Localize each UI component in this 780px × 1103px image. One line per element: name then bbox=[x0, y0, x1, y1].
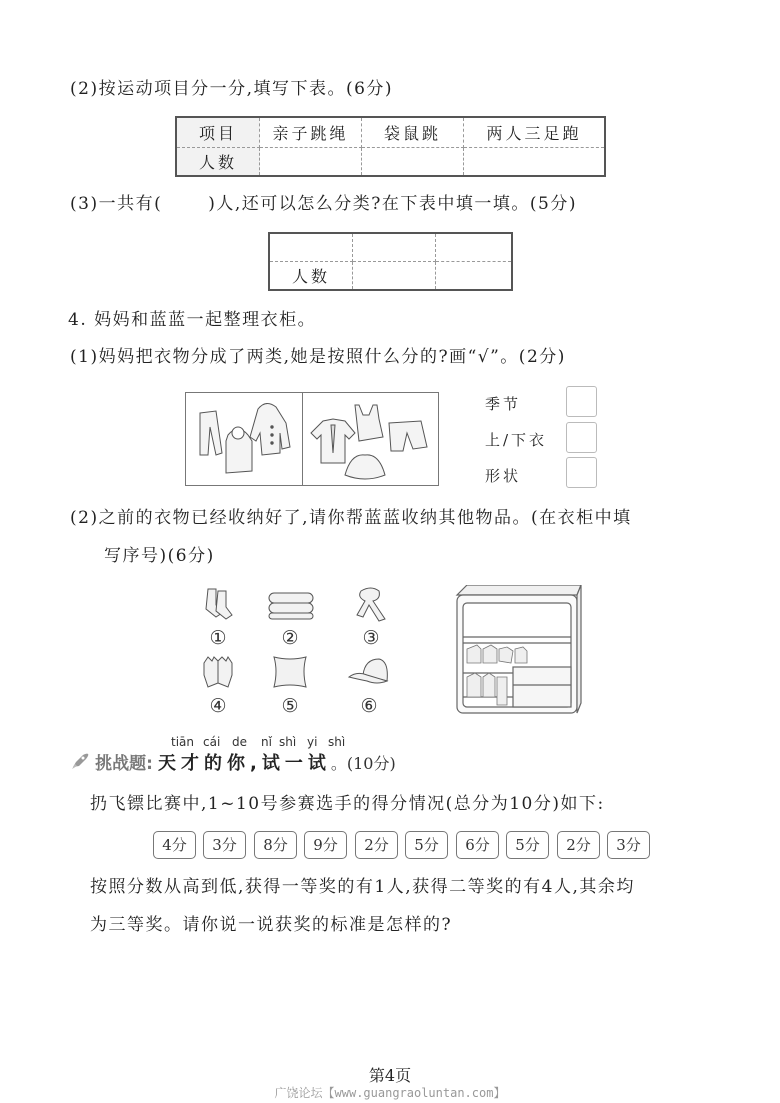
cap-icon bbox=[347, 653, 391, 691]
option-checkbox-shape[interactable] bbox=[566, 457, 597, 488]
sports-table-answer-cell[interactable] bbox=[260, 147, 362, 176]
pinyin-5: yi bbox=[307, 735, 318, 749]
score-badge: 5分 bbox=[405, 831, 448, 859]
sports-table-header-cell: 亲子跳绳 bbox=[260, 117, 362, 147]
wardrobe-icon bbox=[453, 585, 583, 715]
custom-table-header-cell[interactable] bbox=[436, 233, 513, 261]
q4-part2-prompt-line1: (2)之前的衣物已经收纳好了,请你帮蓝蓝收纳其他物品。(在衣柜中填 bbox=[70, 508, 632, 528]
score-badge: 9分 bbox=[304, 831, 347, 859]
option-label-season: 季节 bbox=[485, 395, 522, 413]
option-checkbox-top-bottom[interactable] bbox=[566, 422, 597, 453]
scarf-icon bbox=[351, 585, 391, 623]
challenge-label: 挑战题: bbox=[95, 754, 153, 774]
item-socks bbox=[193, 585, 243, 649]
answer-area[interactable] bbox=[70, 950, 720, 1040]
item-number: ③ bbox=[362, 627, 380, 649]
pinyin-4: shì bbox=[279, 735, 297, 749]
q4-part2-prompt-line2: 写序号)(6分) bbox=[104, 546, 215, 566]
score-badge: 5分 bbox=[506, 831, 549, 859]
folded-blanket-icon bbox=[265, 585, 317, 623]
pinyin-3: nǐ bbox=[261, 735, 272, 749]
score-badge: 3分 bbox=[203, 831, 246, 859]
item-pillow bbox=[265, 653, 315, 717]
item-number: ② bbox=[281, 627, 299, 649]
custom-table-answer-cell[interactable] bbox=[353, 261, 436, 290]
q3-part3-prompt-start: (3)一共有( bbox=[70, 194, 163, 214]
sports-table bbox=[175, 116, 606, 177]
score-badge: 4分 bbox=[153, 831, 196, 859]
score-badge: 8分 bbox=[254, 831, 297, 859]
item-number: ⑥ bbox=[360, 695, 378, 717]
page-number: 第4页 bbox=[368, 1066, 412, 1085]
q3-part2-prompt: (2)按运动项目分一分,填写下表。(6分) bbox=[70, 79, 394, 99]
socks-icon bbox=[198, 585, 238, 623]
score-badge: 2分 bbox=[557, 831, 600, 859]
challenge-heading bbox=[70, 752, 396, 777]
q4-part1-prompt: (1)妈妈把衣物分成了两类,她是按照什么分的?画“√”。(2分) bbox=[70, 347, 566, 367]
option-label-shape: 形状 bbox=[485, 467, 522, 485]
sports-table-header-cell: 项目 bbox=[176, 117, 260, 147]
challenge-points: 。(10分) bbox=[330, 754, 396, 773]
item-cap bbox=[344, 653, 394, 717]
sports-table-answer-cell[interactable] bbox=[464, 147, 606, 176]
sports-table-header-cell: 袋鼠跳 bbox=[362, 117, 464, 147]
custom-table-header-cell[interactable] bbox=[269, 233, 353, 261]
sports-table-answer-cell[interactable] bbox=[362, 147, 464, 176]
gloves-icon bbox=[198, 653, 238, 691]
custom-table-row-label: 人数 bbox=[269, 261, 353, 290]
challenge-intro: 扔飞镖比赛中,1~10号参赛选手的得分情况(总分为10分)如下: bbox=[90, 794, 605, 814]
score-badge: 6分 bbox=[456, 831, 499, 859]
custom-table-answer-cell[interactable] bbox=[436, 261, 513, 290]
pinyin-0: tiān bbox=[171, 735, 194, 749]
option-label-top-bottom: 上/下衣 bbox=[485, 431, 548, 449]
q3-part3-prompt bbox=[70, 193, 577, 215]
item-number: ④ bbox=[209, 695, 227, 717]
summer-clothes-image bbox=[302, 392, 439, 486]
sports-table-row-label: 人数 bbox=[176, 147, 260, 176]
option-checkbox-season[interactable] bbox=[566, 386, 597, 417]
source-watermark: 广饶论坛【www.guangraoluntan.com】 bbox=[274, 1086, 506, 1100]
pillow-icon bbox=[268, 653, 312, 691]
pinyin-2: de bbox=[232, 735, 247, 749]
challenge-title: 天才的你,试一试 bbox=[158, 753, 331, 774]
challenge-question-line2: 为三等奖。请你说一说获奖的标准是怎样的? bbox=[90, 915, 453, 935]
winter-clothes-icon bbox=[186, 393, 303, 485]
rocket-icon bbox=[70, 752, 90, 777]
score-badge: 3分 bbox=[607, 831, 650, 859]
item-gloves bbox=[193, 653, 243, 717]
sports-table-header-cell: 两人三足跑 bbox=[464, 117, 606, 147]
wardrobe-image[interactable] bbox=[453, 585, 583, 719]
pinyin-6: shì bbox=[328, 735, 346, 749]
item-blanket bbox=[265, 585, 315, 649]
pinyin-1: cái bbox=[203, 735, 221, 749]
custom-classification-table bbox=[268, 232, 513, 291]
item-number: ① bbox=[209, 627, 227, 649]
q3-part3-prompt-end: )人,还可以怎么分类?在下表中填一填。(5分) bbox=[208, 194, 577, 214]
custom-table-header-cell[interactable] bbox=[353, 233, 436, 261]
q4-title: 4. 妈妈和蓝蓝一起整理衣柜。 bbox=[68, 310, 317, 330]
item-number: ⑤ bbox=[281, 695, 299, 717]
score-badge: 2分 bbox=[355, 831, 398, 859]
challenge-question-line1: 按照分数从高到低,获得一等奖的有1人,获得二等奖的有4人,其余均 bbox=[90, 877, 635, 897]
item-scarf bbox=[346, 585, 396, 649]
winter-clothes-image bbox=[185, 392, 304, 486]
summer-clothes-icon bbox=[303, 393, 438, 485]
